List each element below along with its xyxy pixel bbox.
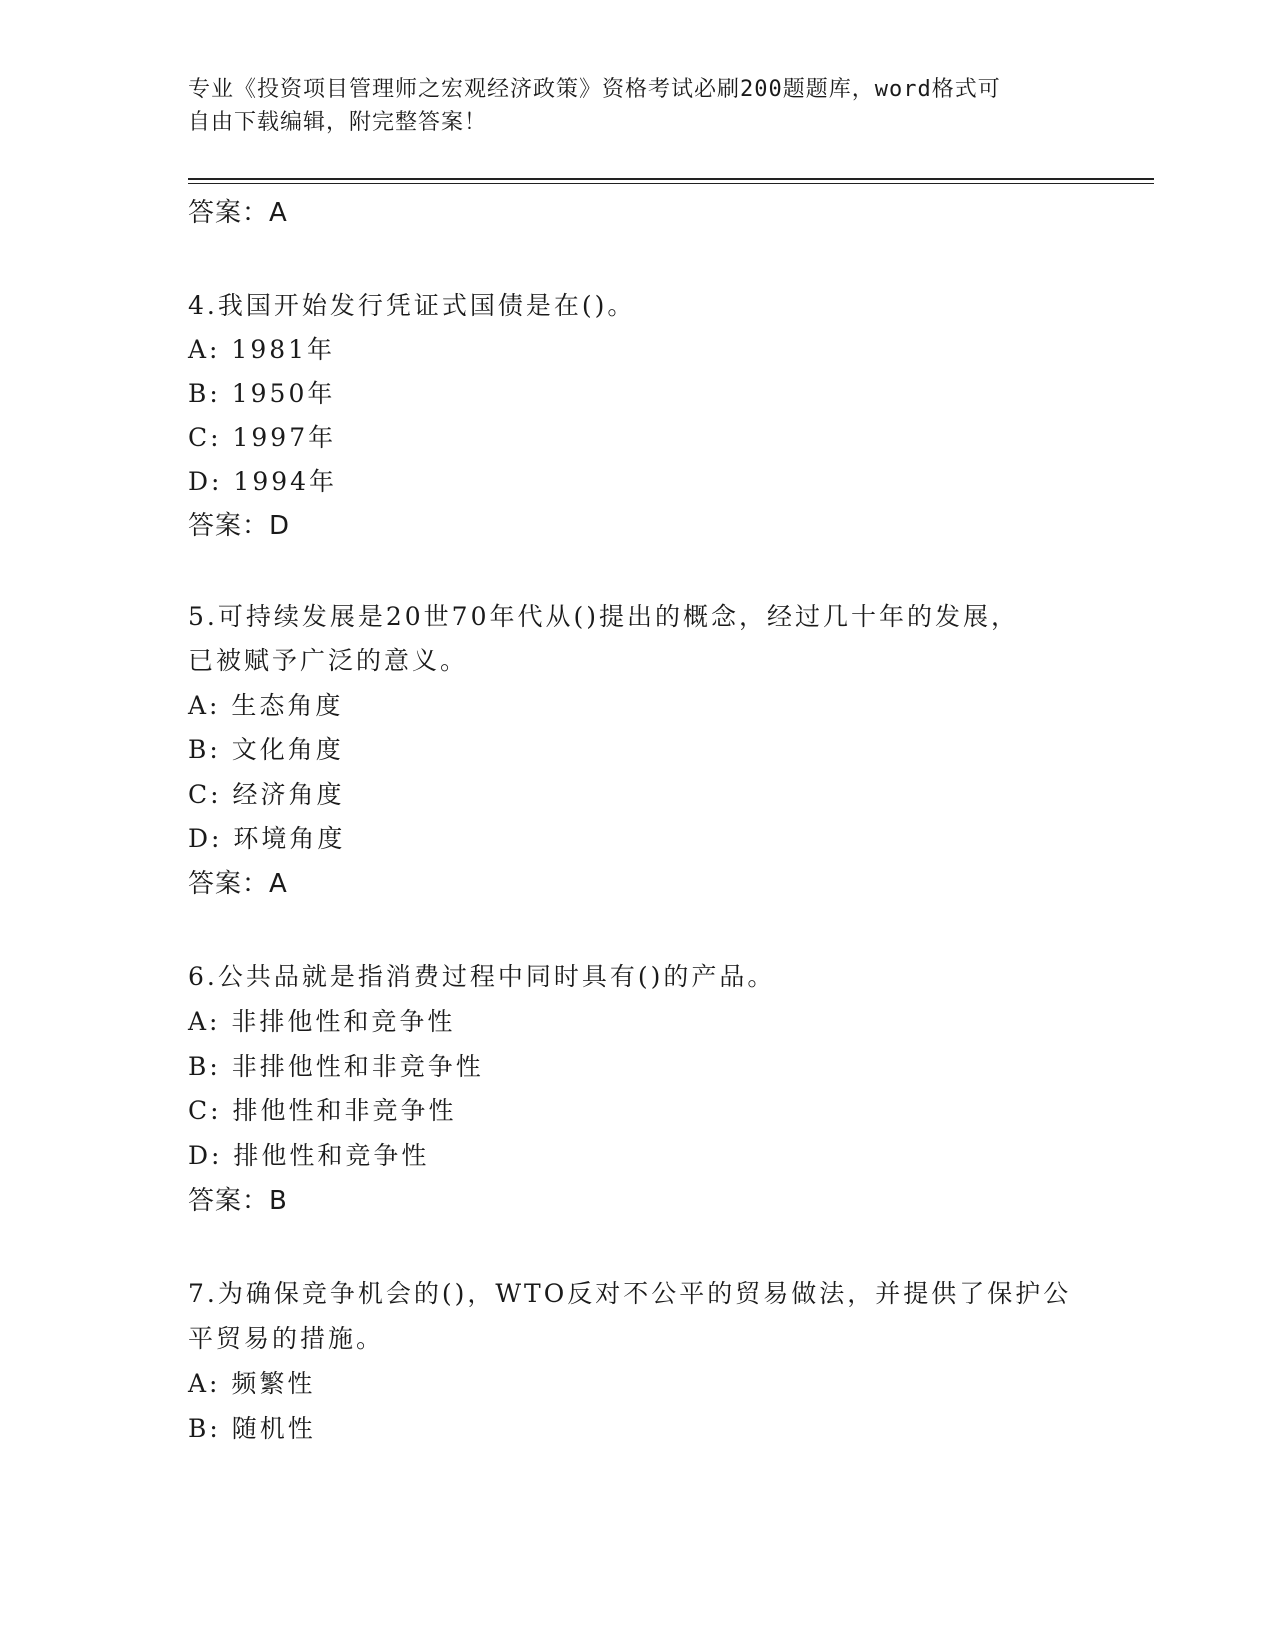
option-d: D: 排他性和竞争性	[188, 1141, 430, 1170]
option-b: B: 文化角度	[188, 735, 344, 764]
option-b: B: 非排他性和非竞争性	[188, 1052, 484, 1081]
question-stem: 7.为确保竞争机会的()，WTO反对不公平的贸易做法，并提供了保护公	[188, 1279, 1072, 1308]
option-c: C: 1997年	[188, 423, 337, 452]
option-d: D: 环境角度	[188, 824, 346, 853]
header-divider-thin	[188, 183, 1154, 184]
question-stem: 5.可持续发展是20世70年代从()提出的概念，经过几十年的发展，	[188, 602, 1019, 631]
option-b: B: 随机性	[188, 1414, 316, 1443]
option-a: A: 非排他性和竞争性	[188, 1007, 456, 1036]
answer-line: 答案：D	[188, 511, 291, 541]
answer-line: 答案：B	[188, 1186, 288, 1216]
question-stem-continued: 已被赋予广泛的意义。	[188, 646, 469, 675]
question-stem: 6.公共品就是指消费过程中同时具有()的产品。	[188, 962, 776, 991]
answer-line: 答案：A	[188, 198, 288, 228]
question-stem-continued: 平贸易的措施。	[188, 1324, 385, 1353]
answer-line: 答案：A	[188, 869, 288, 899]
header-line-2: 自由下载编辑，附完整答案！	[188, 110, 488, 135]
option-b: B: 1950年	[188, 379, 336, 408]
document-header	[188, 73, 1088, 139]
question-stem: 4.我国开始发行凭证式国债是在()。	[188, 291, 636, 320]
option-a: A: 频繁性	[188, 1369, 316, 1398]
header-line-1: 专业《投资项目管理师之宏观经济政策》资格考试必刷200题题库，word格式可	[188, 77, 1001, 102]
option-a: A: 1981年	[188, 335, 336, 364]
option-c: C: 排他性和非竞争性	[188, 1096, 457, 1125]
option-d: D: 1994年	[188, 467, 338, 496]
option-c: C: 经济角度	[188, 780, 345, 809]
option-a: A: 生态角度	[188, 691, 344, 720]
header-divider-thick	[188, 178, 1154, 180]
